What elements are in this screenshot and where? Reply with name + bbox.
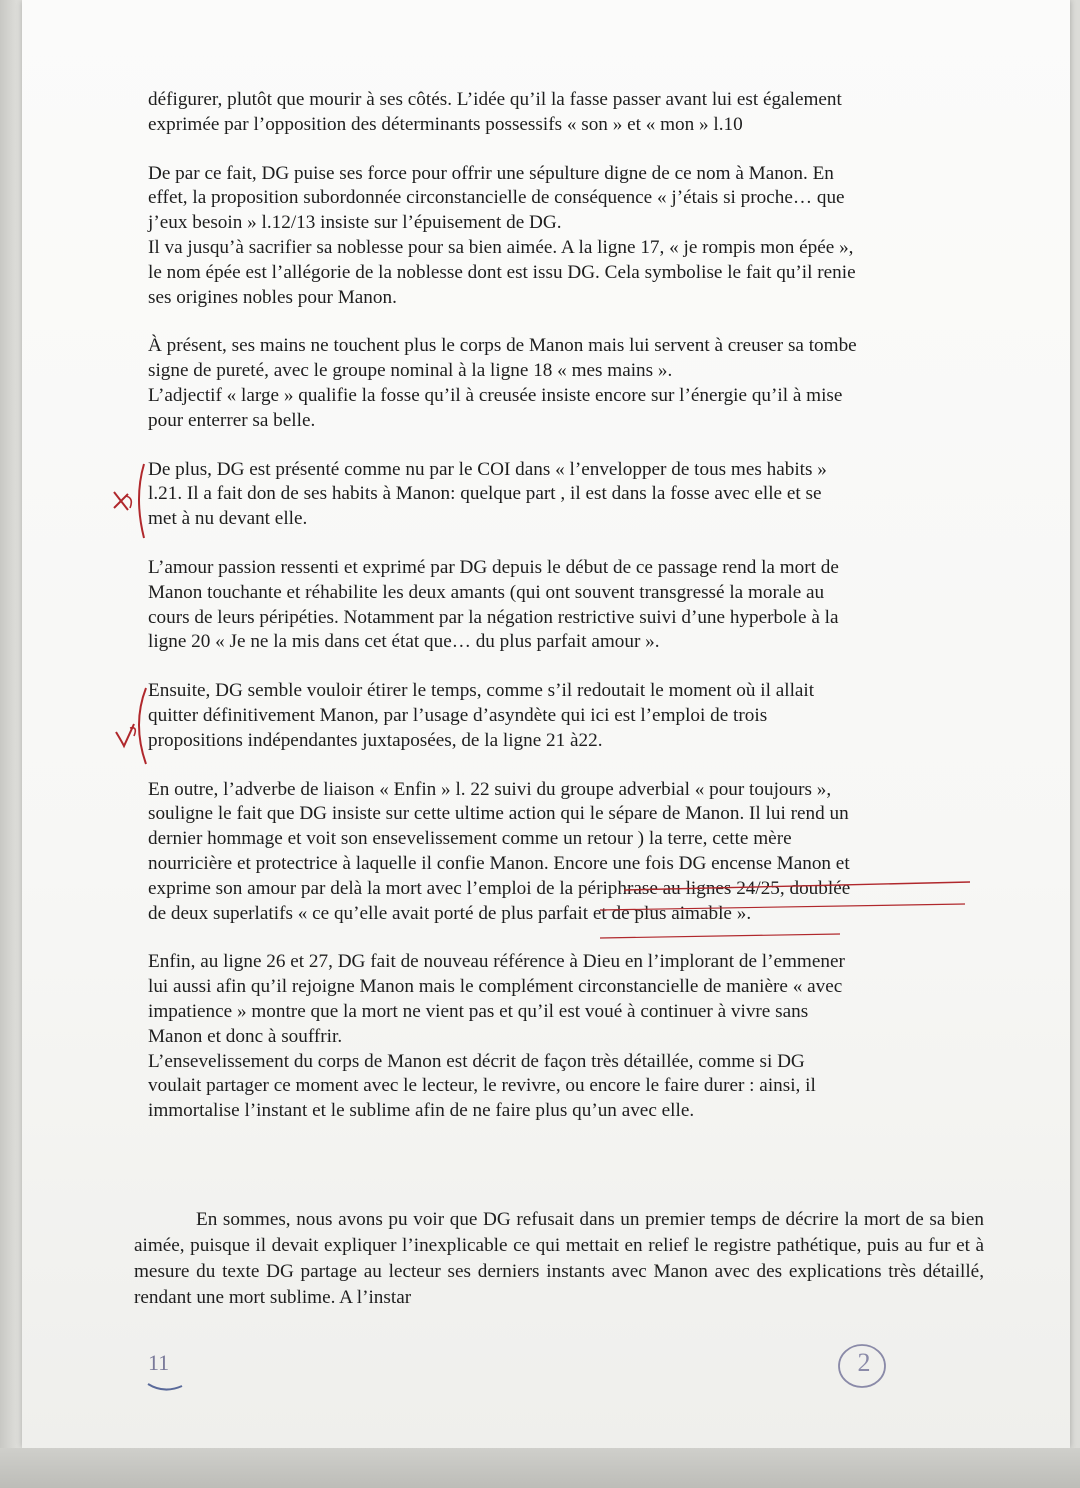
text-line: lui aussi afin qu’il rejoigne Manon mais le complément circonstancielle de manière « avec: [148, 976, 843, 998]
text-line: voulait partager ce moment avec le lecteur, le revivre, ou encore le faire durer : ainsi, il: [148, 1075, 816, 1097]
paragraph-8: [148, 950, 980, 1124]
text-line: impatience » montre que la mort ne vient pas et qu’il est voué à continuer à vivre sans: [148, 1000, 809, 1022]
margin-correction-mark-1: [104, 458, 150, 544]
paragraph-3: [148, 334, 980, 433]
circled-number: 2: [857, 1348, 871, 1377]
text-line: mort de sa bien aimée, puisque il devait expliquer l’inexplicable ce qui mettait en relief le: [134, 1209, 984, 1256]
text-line: instants avec Manon avec des explications très détaillé, rendant une mort sublime. A l’instar: [134, 1261, 984, 1308]
text-line: nourricière et protectrice à laquelle il confie Manon. Encore une fois DG encense Manon et: [148, 852, 850, 874]
text-line: dernier hommage et voit son ensevelissement comme un retour ) la terre, cette mère: [148, 828, 792, 850]
text-line: De plus, DG est présenté comme nu par le COI dans « l’envelopper de tous mes habits »: [148, 458, 827, 480]
text-line: ligne 20 « Je ne la mis dans cet état que… du plus parfait amour ».: [148, 631, 660, 653]
text-line: Manon et donc à souffrir.: [148, 1025, 343, 1047]
text-line: pour enterrer sa belle.: [148, 409, 316, 431]
text-line: exprime son amour par delà la mort avec l’emploi de la périphrase au lignes 24/25, doublée: [148, 877, 851, 899]
paragraph-1: [148, 88, 980, 138]
text-line: L’adjectif « large » qualifie la fosse qu’il à creusée insiste encore sur l’énergie qu’il à mise: [148, 384, 843, 406]
text-line: j’eux besoin » l.12/13 insiste sur l’épuisement de DG.: [148, 212, 562, 234]
text-line: met à nu devant elle.: [148, 508, 308, 530]
text-line: effet, la proposition subordonnée circonstancielle de conséquence « j’étais si proche… que: [148, 187, 845, 209]
text-line: En sommes, nous avons pu voir que DG refusait dans un premier temps de décrire la: [196, 1209, 864, 1230]
text-line: signe de pureté, avec le groupe nominal à la ligne 18 « mes mains ».: [148, 360, 673, 382]
text-line: souligne le fait que DG insiste sur cette ultime action qui le sépare de Manon. Il lui rend un: [148, 803, 849, 825]
scanner-bottom-strip: [0, 1448, 1080, 1488]
text-line: L’amour passion ressenti et exprimé par DG depuis le début de ce passage rend la mort de: [148, 556, 839, 578]
paragraph-5: [148, 556, 980, 655]
text-line: L’ensevelissement du corps de Manon est décrit de façon très détaillée, comme si DG: [148, 1050, 805, 1072]
text-line: le nom épée est l’allégorie de la noblesse dont est issu DG. Cela symbolise le fait qu’il renie: [148, 261, 856, 283]
text-line: Manon touchante et réhabilite les deux amants (qui ont souvent transgressé la morale au: [148, 581, 825, 603]
text-line: Ensuite, DG semble vouloir étirer le temps, comme s’il redoutait le moment où il allait: [148, 680, 815, 702]
text-line: ses origines nobles pour Manon.: [148, 286, 397, 308]
text-line: À présent, ses mains ne touchent plus le corps de Manon mais lui servent à creuser sa tombe: [148, 335, 857, 357]
text-line: immortalise l’instant et le sublime afin de ne faire plus qu’un avec elle.: [148, 1100, 695, 1122]
text-line: exprimée par l’opposition des déterminants possessifs « son » et « mon » l.10: [148, 113, 743, 135]
text-line: cours de leurs péripéties. Notamment par la négation restrictive suivi d’une hyperbole à la: [148, 606, 839, 628]
scanner-edge: [0, 0, 22, 1448]
paragraph-4: [148, 458, 980, 532]
paragraph-6: [148, 679, 980, 753]
text-line: Enfin, au ligne 26 et 27, DG fait de nouveau référence à Dieu en l’implorant de l’emmener: [148, 951, 845, 973]
text-line: quitter définitivement Manon, par l’usage d’asyndète qui ici est l’emploi de trois: [148, 704, 768, 726]
text-line: de deux superlatifs « ce qu’elle avait porté de plus parfait et de plus aimable ».: [148, 902, 752, 924]
underline-annotations: [600, 862, 980, 946]
conclusion-paragraph: [134, 1207, 984, 1311]
text-line: De par ce fait, DG puise ses force pour offrir une sépulture digne de ce nom à Manon. En: [148, 162, 834, 184]
text-line: défigurer, plutôt que mourir à ses côtés. L’idée qu’il la fasse passer avant lui est également: [148, 89, 842, 110]
text-line: Il va jusqu’à sacrifier sa noblesse pour sa bien aimée. A la ligne 17, « je rompis mon épée »,: [148, 236, 854, 258]
text-line: En outre, l’adverbe de liaison « Enfin » l. 22 suivi du groupe adverbial « pour toujours »,: [148, 778, 832, 800]
essay-body: [148, 88, 980, 1124]
paragraph-2: [148, 162, 980, 311]
margin-correction-mark-2: [112, 684, 152, 770]
text-line: registre pathétique, puis au fur et à mesure du texte DG partage au lecteur ses derniers: [134, 1235, 984, 1282]
text-line: propositions indépendantes juxtaposées, de la ligne 21 à22.: [148, 729, 603, 751]
page-number: 11: [148, 1350, 170, 1375]
page-number-stroke: [146, 1380, 186, 1394]
text-line: l.21. Il a fait don de ses habits à Manon: quelque part , il est dans la fosse avec elle et se: [148, 483, 822, 505]
